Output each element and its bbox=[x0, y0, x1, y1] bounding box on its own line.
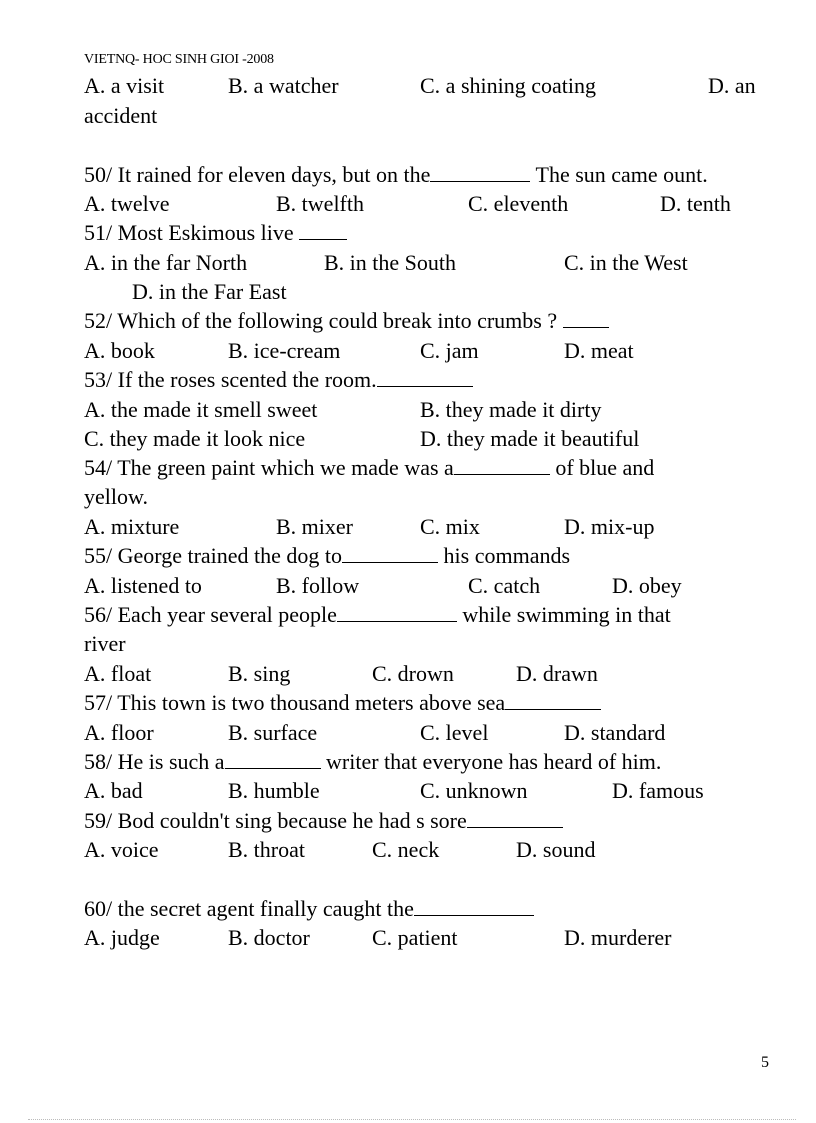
question-55 bbox=[84, 541, 786, 570]
option-b: B. they made it dirty bbox=[420, 397, 602, 422]
question-53 bbox=[84, 365, 786, 394]
question-text-cont: The sun came ount. bbox=[535, 162, 708, 187]
option-d: D. standard bbox=[564, 720, 666, 745]
question-57 bbox=[84, 688, 786, 717]
option-a: A. voice bbox=[84, 837, 159, 862]
option-c: C. catch bbox=[468, 573, 541, 598]
question-text: 52/ Which of the following could break into crumbs ? bbox=[84, 308, 558, 333]
option-d: D. tenth bbox=[660, 191, 731, 216]
question-text: 60/ the secret agent finally caught the bbox=[84, 896, 414, 921]
question-52 bbox=[84, 306, 786, 335]
question-continuation: river bbox=[84, 631, 126, 656]
option-b: B. doctor bbox=[228, 925, 310, 950]
option-d: D. obey bbox=[612, 573, 682, 598]
answer-blank bbox=[377, 369, 473, 387]
answer-blank bbox=[467, 810, 563, 828]
option-a: A. listened to bbox=[84, 573, 202, 598]
option-d: D. drawn bbox=[516, 661, 598, 686]
question-58 bbox=[84, 747, 786, 776]
question-60 bbox=[84, 894, 786, 923]
question-text-cont: while swimming in that bbox=[462, 602, 671, 627]
option-a: A. twelve bbox=[84, 191, 170, 216]
option-a: A. float bbox=[84, 661, 152, 686]
answer-blank bbox=[414, 898, 534, 916]
option-a: A. bad bbox=[84, 778, 143, 803]
answer-blank bbox=[563, 310, 609, 328]
option-d: D. famous bbox=[612, 778, 704, 803]
question-text: 50/ It rained for eleven days, but on the bbox=[84, 162, 431, 187]
question-text: 58/ He is such a bbox=[84, 749, 225, 774]
option-c: C. a shining coating bbox=[420, 73, 596, 98]
option-c: C. level bbox=[420, 720, 489, 745]
question-text: 54/ The green paint which we made was a bbox=[84, 455, 454, 480]
option-a: A. floor bbox=[84, 720, 154, 745]
option-b: B. ice-cream bbox=[228, 338, 341, 363]
option-d: D. mix-up bbox=[564, 514, 655, 539]
option-b: B. humble bbox=[228, 778, 320, 803]
question-50 bbox=[84, 160, 786, 189]
question-continuation: yellow. bbox=[84, 484, 148, 509]
question-text: 51/ Most Eskimous live bbox=[84, 220, 294, 245]
option-a: A. mixture bbox=[84, 514, 180, 539]
page-header: VIETNQ- HOC SINH GIOI -2008 bbox=[84, 52, 274, 67]
question-text: 53/ If the roses scented the room. bbox=[84, 367, 377, 392]
option-a: A. judge bbox=[84, 925, 160, 950]
option-a: A. in the far North bbox=[84, 250, 248, 275]
option-b: B. follow bbox=[276, 573, 360, 598]
question-text: 55/ George trained the dog to bbox=[84, 543, 343, 568]
answer-blank bbox=[430, 164, 530, 182]
option-c: C. jam bbox=[420, 338, 479, 363]
option-a: A. a visit bbox=[84, 73, 165, 98]
question-54 bbox=[84, 453, 786, 482]
question-text-cont: his commands bbox=[443, 543, 571, 568]
answer-blank bbox=[299, 222, 347, 240]
option-b: B. a watcher bbox=[228, 73, 339, 98]
option-c: C. neck bbox=[372, 837, 440, 862]
option-b: B. sing bbox=[228, 661, 291, 686]
option-c: C. mix bbox=[420, 514, 480, 539]
question-text: 56/ Each year several people bbox=[84, 602, 337, 627]
option-d: D. meat bbox=[564, 338, 634, 363]
option-c: C. in the West bbox=[564, 250, 688, 275]
answer-blank bbox=[337, 604, 457, 622]
question-56 bbox=[84, 600, 786, 629]
option-d: D. they made it beautiful bbox=[420, 426, 640, 451]
answer-blank bbox=[454, 457, 550, 475]
answer-blank bbox=[505, 692, 601, 710]
question-59 bbox=[84, 806, 786, 835]
option-b: B. surface bbox=[228, 720, 318, 745]
question-text-cont: of blue and bbox=[555, 455, 655, 480]
answer-blank bbox=[342, 545, 438, 563]
option-c: C. eleventh bbox=[468, 191, 569, 216]
option-b: B. in the South bbox=[324, 250, 457, 275]
page-number: 5 bbox=[761, 1054, 769, 1071]
question-51 bbox=[84, 218, 786, 247]
option-d: D. murderer bbox=[564, 925, 672, 950]
option-d: D. sound bbox=[516, 837, 596, 862]
option-a: A. book bbox=[84, 338, 155, 363]
option-c: C. unknown bbox=[420, 778, 528, 803]
option-c: C. patient bbox=[372, 925, 458, 950]
footer-divider bbox=[28, 1119, 796, 1120]
option-b: B. mixer bbox=[276, 514, 353, 539]
option-b: B. throat bbox=[228, 837, 305, 862]
question-text-cont: writer that everyone has heard of him. bbox=[326, 749, 662, 774]
answer-blank bbox=[225, 751, 321, 769]
question-text: 59/ Bod couldn't sing because he had s sore bbox=[84, 808, 467, 833]
option-a: A. the made it smell sweet bbox=[84, 397, 318, 422]
option-continuation: accident bbox=[84, 103, 158, 128]
option-c: C. drown bbox=[372, 661, 454, 686]
option-d: D. an bbox=[708, 73, 756, 98]
question-text: 57/ This town is two thousand meters above sea bbox=[84, 690, 506, 715]
option-b: B. twelfth bbox=[276, 191, 364, 216]
option-d: D. in the Far East bbox=[132, 279, 287, 304]
option-c: C. they made it look nice bbox=[84, 426, 306, 451]
